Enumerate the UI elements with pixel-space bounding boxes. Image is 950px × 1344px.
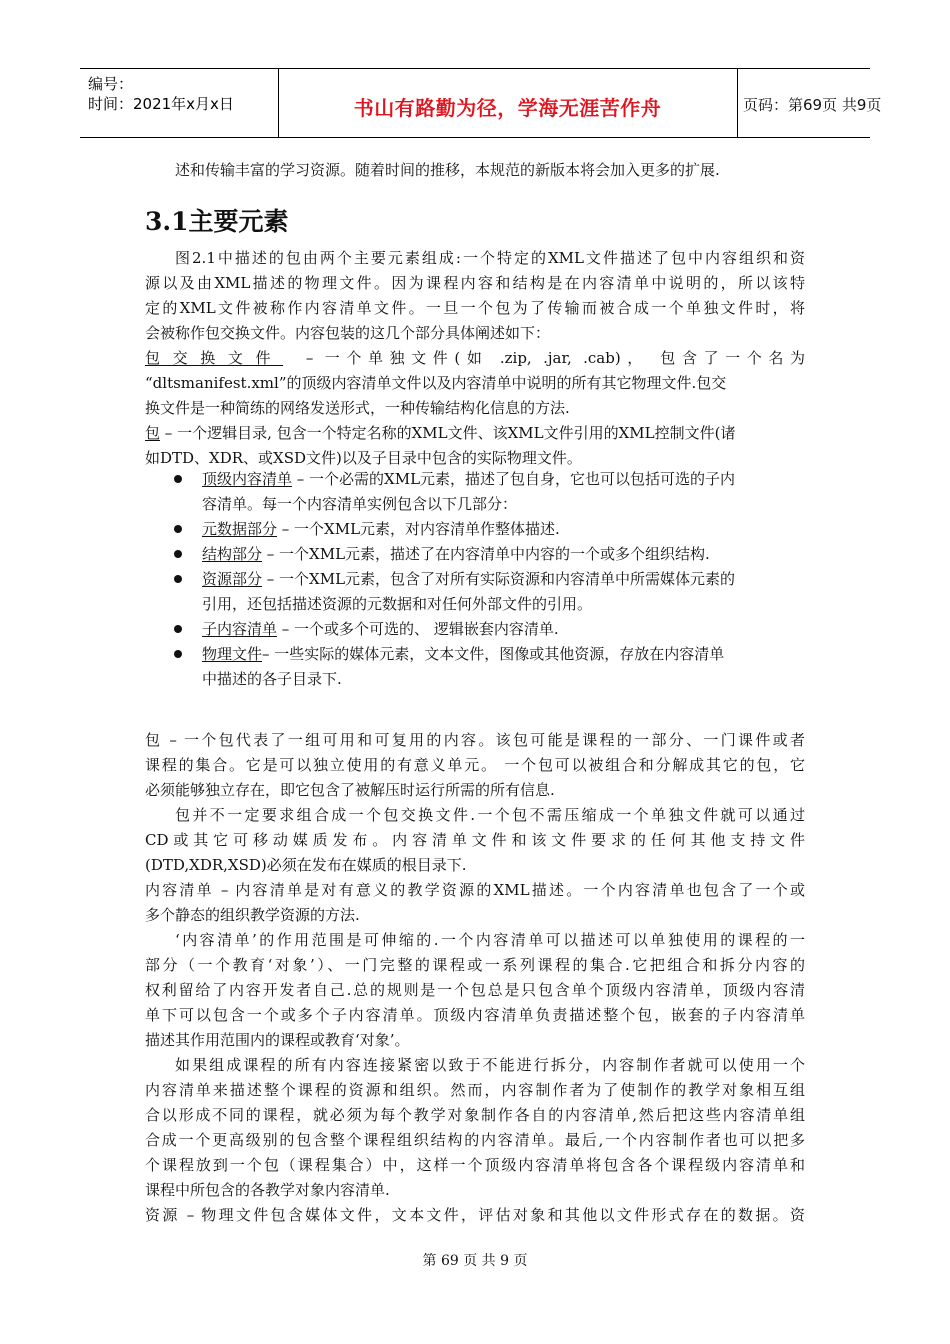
pkg-term: 包 [145, 424, 161, 442]
course-para-line-5: 个课程放到一个包（课程集合）中，这样一个顶级内容清单将包含各个课程级内容清单和 [145, 1156, 805, 1174]
bullet-text: – 一个必需的XML元素，描述了包自身，它也可以包括可选的子内 [292, 470, 736, 488]
bullet-term: 顶级内容清单 [202, 470, 293, 488]
bullet-text: – 一个XML元素，对内容清单作整体描述. [277, 520, 560, 538]
course-para-line-3: 合以形成不同的课程，就必须为每个教学对象制作各自的内容清单,然后把这些内容清单组 [145, 1106, 805, 1124]
section-title: 3.1主要元素 [145, 207, 289, 236]
scope-para-line-1: ‘内容清单’的作用范围是可伸缩的.一个内容清单可以描述可以单独使用的课程的一 [175, 931, 805, 949]
bullet-item-physical-files [202, 642, 805, 667]
course-para-line-4: 合成一个更高级别的包含整个课程组织结构的内容清单。最后,一个内容制作者也可以把多 [145, 1131, 805, 1149]
bullet-term: 资源部分 [202, 570, 263, 588]
bullet-dot [174, 475, 182, 483]
pkg-para-line-3: 必须能够独立存在，即它包含了被解压时运行所需的所有信息. [145, 781, 555, 799]
intro-line: 述和传输丰富的学习资源。随着时间的推移，本规范的新版本将会加入更多的扩展. [175, 161, 720, 179]
scope-para-line-3: 权利留给了内容开发者自己.总的规则是一个包总是只包含单个顶级内容清单，顶级内容清 [145, 981, 805, 999]
bullet-item-resources [202, 567, 805, 592]
pkg-line-1-rest: – 一个逻辑目录, 包含一个特定名称的XML文件、该XML文件引用的XML控制文件(诸 [164, 424, 736, 442]
page-footer: 第 69 页 共 9 页 [422, 1253, 528, 1269]
para1-line-1: 图2.1中描述的包由两个主要元素组成:一个特定的XML文件描述了包中内容组织和资 [175, 249, 805, 267]
pkg2-para-line-1: 包并不一定要求组合成一个包交换文件.一个包不需压缩成一个单独文件就可以通过 [175, 806, 805, 824]
course-para-line-6: 课程中所包含的各教学对象内容清单. [145, 1181, 390, 1199]
para1-line-2: 源以及由XML描述的物理文件。因为课程内容和结构是在内容清单中说明的，所以该特 [145, 274, 805, 292]
bullet-dot [174, 525, 182, 533]
pif-line-1 [145, 346, 805, 371]
document-number-label: 编号： [88, 75, 134, 93]
bullet-item-resources-cont: 引用，还包括描述资源的元数据和对任何外部文件的引用。 [202, 595, 593, 613]
scope-para-line-5: 描述其作用范围内的课程或教育‘对象’。 [145, 1031, 410, 1049]
page-header [80, 68, 882, 138]
pkg-line-2: 如DTD、XDR、或XSD文件)以及子目录中包含的实际物理文件。 [145, 449, 582, 467]
resource-para-line-1: 资源 – 物理文件包含媒体文件，文本文件，评估对象和其他以文件形式存在的数据。资 [145, 1206, 805, 1224]
bullet-dot [174, 575, 182, 583]
bullet-term: 子内容清单 [202, 620, 278, 638]
pkg-para-line-2: 课程的集合。它是可以独立使用的有意义单元。 一个包可以被组合和分解成其它的包，它 [145, 756, 805, 774]
bullet-item-top-manifest-cont: 容清单。每一个内容清单实例包含以下几部分： [202, 495, 518, 513]
manifest-para-line-2: 多个静态的组织教学资源的方法. [145, 906, 360, 924]
manifest-para-line-1: 内容清单 – 内容清单是对有意义的教学资源的XML描述。一个内容清单也包含了一个或 [145, 881, 805, 899]
bullet-text: – 一个XML元素，描述了在内容清单中内容的一个或多个组织结构. [262, 545, 710, 563]
header-page-cell [737, 69, 882, 137]
bullet-item-sub-manifest [202, 617, 805, 642]
course-para-line-1: 如果组成课程的所有内容连接紧密以致于不能进行拆分，内容制作者就可以使用一个 [175, 1056, 805, 1074]
header-page-number: 页码：第69页 共9页 [743, 96, 882, 114]
pkg-line-1 [145, 421, 805, 446]
para1-line-4: 会被称作包交换文件。内容包装的这几个部分具体阐述如下： [145, 324, 551, 342]
scope-para-line-2: 部分（一个教育‘对象’）、一门完整的课程或一系列课程的集合.它把组合和拆分内容的 [145, 956, 805, 974]
bullet-item-metadata [202, 517, 805, 542]
pkg2-para-line-3: (DTD,XDR,XSD)必须在发布在媒质的根目录下. [145, 856, 467, 874]
bullet-dot [174, 625, 182, 633]
pif-line-2: “dltsmanifest.xml”的顶级内容清单文件以及内容清单中说明的所有其它物理文件.包交 [145, 374, 727, 392]
bullet-term: 物理文件 [202, 645, 263, 663]
pkg2-para-line-2: CD或其它可移动媒质发布。内容清单文件和该文件要求的任何其他支持文件 [145, 831, 805, 849]
bullet-text: – 一些实际的媒体元素，文本文件，图像或其他资源，存放在内容清单 [262, 645, 725, 663]
pif-line-1-rest: – 一个单独文件(如 .zip, .jar, .cab)， 包含了一个名为 [305, 349, 805, 367]
pkg-para-line-1: 包 – 一个包代表了一组可用和可复用的内容。该包可能是课程的一部分、一门课件或者 [145, 731, 805, 749]
bullet-term: 元数据部分 [202, 520, 278, 538]
header-motto: 书山有路勤为径，学海无涯苦作舟 [353, 96, 662, 120]
header-motto-cell [278, 69, 738, 137]
bullet-dot [174, 650, 182, 658]
bullet-text: – 一个XML元素，包含了对所有实际资源和内容清单中所需媒体元素的 [262, 570, 736, 588]
course-para-line-2: 内容清单来描述整个课程的资源和组织。然而，内容制作者为了使制作的教学对象相互组 [145, 1081, 805, 1099]
bullet-term: 结构部分 [202, 545, 263, 563]
pif-term: 包交换文件 [145, 349, 284, 367]
bullet-text: – 一个或多个可选的、 逻辑嵌套内容清单. [277, 620, 559, 638]
bullet-dot [174, 550, 182, 558]
bullet-item-top-manifest [202, 467, 805, 492]
bullet-item-physical-files-cont: 中描述的各子目录下. [202, 670, 342, 688]
pif-line-3: 换文件是一种简练的网络发送形式，一种传输结构化信息的方法. [145, 399, 570, 417]
header-info-cell [80, 69, 279, 137]
para1-line-3: 定的XML文件被称作内容清单文件。一旦一个包为了传输而被合成一个单独文件时，将 [145, 299, 805, 317]
bullet-item-structure [202, 542, 805, 567]
scope-para-line-4: 单下可以包含一个或多个子内容清单。顶级内容清单负责描述整个包，嵌套的子内容清单 [145, 1006, 805, 1024]
document-time-label: 时间：2021年x月x日 [88, 95, 234, 113]
